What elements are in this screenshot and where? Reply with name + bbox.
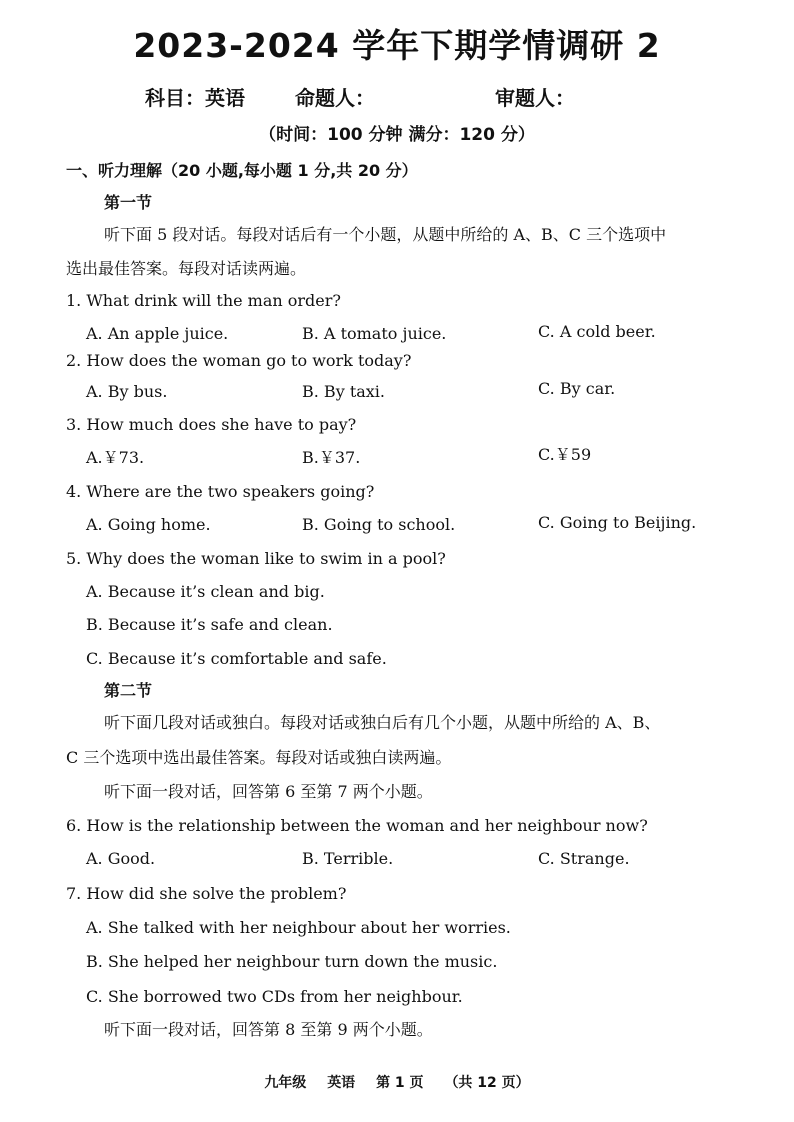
q3-option-b: B.￥37. bbox=[302, 448, 361, 467]
q4-option-c: C. Going to Beijing. bbox=[538, 513, 697, 532]
q2-option-b: B. By taxi. bbox=[302, 382, 386, 401]
q6-option-c: C. Strange. bbox=[538, 849, 630, 868]
part2-sub-instruction-2: 听下面一段对话，回答第 8 至第 9 两个小题。 bbox=[104, 1020, 433, 1039]
q5-option-b: B. Because it’s safe and clean. bbox=[86, 615, 333, 634]
footer-grade: 九年级 bbox=[264, 1075, 307, 1091]
q7-option-a: A. She talked with her neighbour about her worries. bbox=[86, 918, 511, 937]
q3-option-c: C.￥59 bbox=[538, 445, 592, 464]
page-footer bbox=[0, 1072, 794, 1092]
question-5: 5. Why does the woman like to swim in a pool? bbox=[66, 549, 446, 568]
q5-option-a: A. Because it’s clean and big. bbox=[86, 582, 325, 601]
setter-label: 命题人： bbox=[295, 86, 375, 110]
footer-total-pages: （共 12 页） bbox=[444, 1075, 530, 1091]
footer-page-number: 第 1 页 bbox=[376, 1075, 424, 1091]
question-7: 7. How did she solve the problem? bbox=[66, 884, 347, 903]
part2-instruction-cont: C 三个选项中选出最佳答案。每段对话或独白读两遍。 bbox=[66, 748, 452, 767]
question-4: 4. Where are the two speakers going? bbox=[66, 482, 375, 501]
part2-label: 第二节 bbox=[104, 681, 153, 700]
q1-option-b: B. A tomato juice. bbox=[302, 324, 447, 343]
q5-option-c: C. Because it’s comfortable and safe. bbox=[86, 649, 387, 668]
q4-option-b: B. Going to school. bbox=[302, 515, 456, 534]
q7-option-c: C. She borrowed two CDs from her neighbour. bbox=[86, 987, 463, 1006]
reviewer-label: 审题人： bbox=[495, 86, 575, 110]
q6-option-b: B. Terrible. bbox=[302, 849, 394, 868]
footer-subject: 英语 bbox=[327, 1075, 356, 1091]
part2-sub-instruction-1: 听下面一段对话，回答第 6 至第 7 两个小题。 bbox=[104, 782, 433, 801]
q7-option-b: B. She helped her neighbour turn down the music. bbox=[86, 952, 498, 971]
page-title: 2023-2024 学年下期学情调研 2 bbox=[133, 26, 661, 65]
q1-option-c: C. A cold beer. bbox=[538, 322, 656, 341]
q2-option-c: C. By car. bbox=[538, 379, 616, 398]
section-heading: 一、听力理解（20 小题,每小题 1 分,共 20 分） bbox=[66, 161, 418, 180]
question-2: 2. How does the woman go to work today? bbox=[66, 351, 412, 370]
question-3: 3. How much does she have to pay? bbox=[66, 415, 357, 434]
part2-instruction: 听下面几段对话或独白。每段对话或独白后有几个小题，从题中所给的 A、B、 bbox=[104, 713, 661, 732]
part1-instruction-cont: 选出最佳答案。每段对话读两遍。 bbox=[66, 259, 307, 278]
q3-option-a: A.￥73. bbox=[86, 448, 145, 467]
time-score-line: （时间：100 分钟 满分：120 分） bbox=[259, 125, 535, 145]
subject-label: 科目：英语 bbox=[145, 86, 245, 110]
q6-option-a: A. Good. bbox=[86, 849, 156, 868]
part1-label: 第一节 bbox=[104, 193, 153, 212]
part1-instruction: 听下面 5 段对话。每段对话后有一个小题，从题中所给的 A、B、C 三个选项中 bbox=[104, 225, 667, 244]
exam-meta bbox=[145, 82, 705, 112]
q2-option-a: A. By bus. bbox=[86, 382, 168, 401]
q4-option-a: A. Going home. bbox=[86, 515, 211, 534]
q1-option-a: A. An apple juice. bbox=[86, 324, 229, 343]
question-6: 6. How is the relationship between the woman and her neighbour now? bbox=[66, 816, 648, 835]
question-1: 1. What drink will the man order? bbox=[66, 291, 341, 310]
